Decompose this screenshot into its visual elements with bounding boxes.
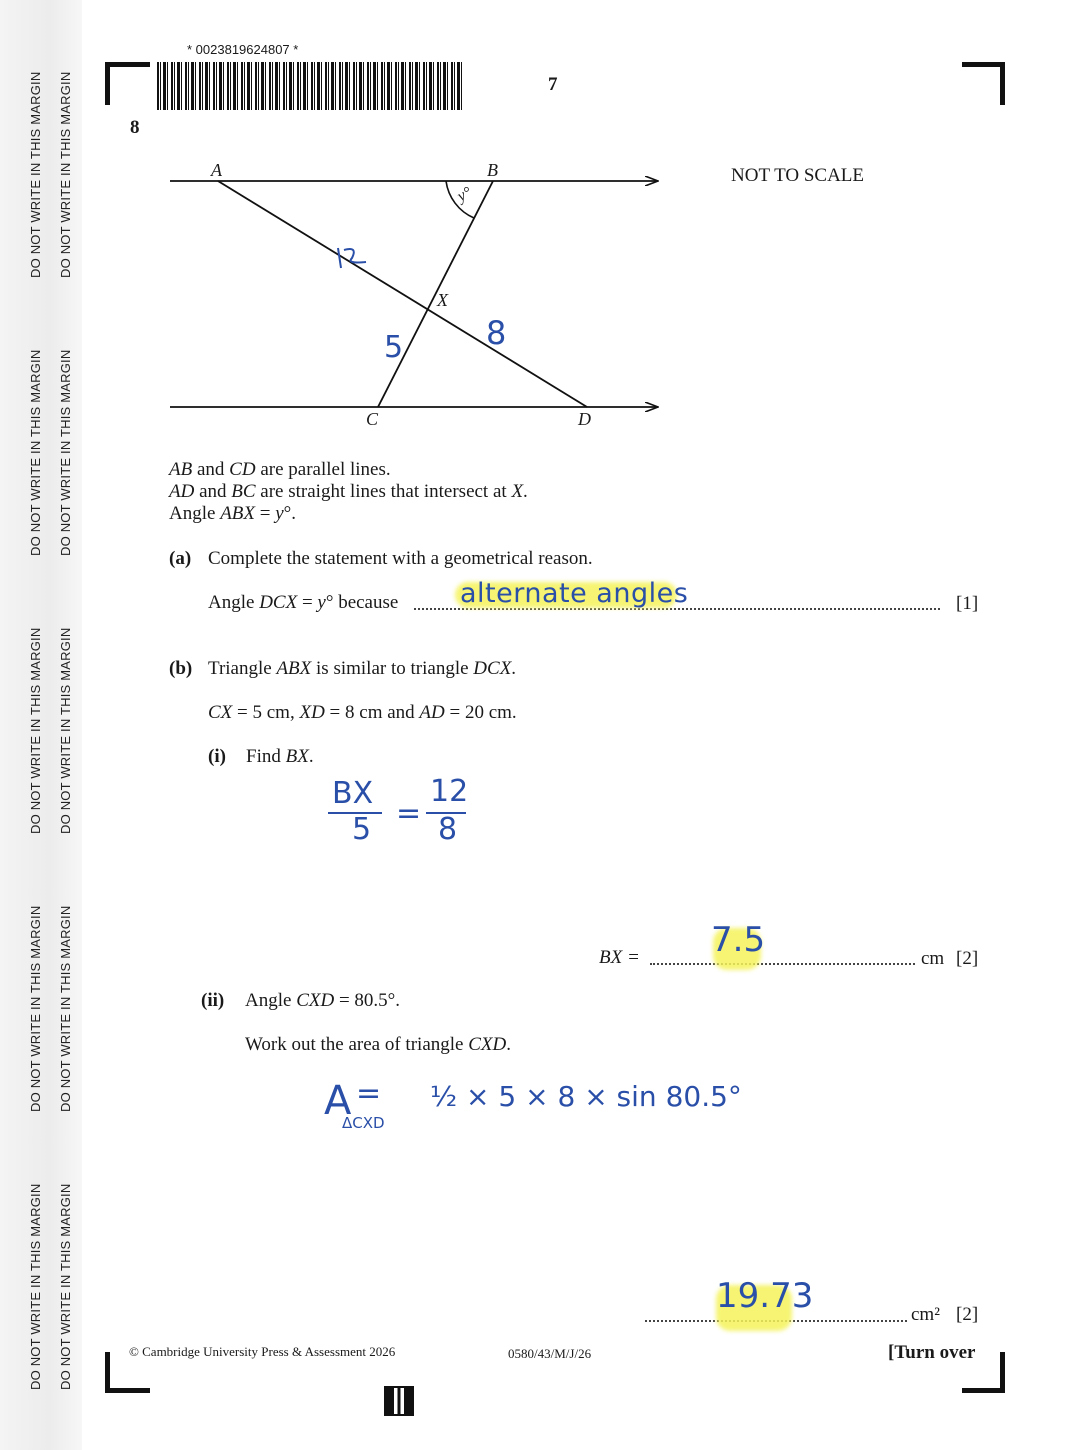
qr-code <box>386 1388 412 1414</box>
part-b-given: CX = 5 cm, XD = 8 cm and AD = 20 cm. <box>208 702 517 723</box>
part-a-label: (a) <box>169 548 192 569</box>
margin-notice: DO NOT WRITE IN THIS MARGIN <box>28 71 43 278</box>
marks-a: [1] <box>956 593 979 614</box>
working-bii-subscript: ΔCXD <box>342 1114 385 1132</box>
question-number: 8 <box>130 117 140 138</box>
marks-bi: [2] <box>956 948 979 969</box>
not-to-scale: NOT TO SCALE <box>731 165 865 186</box>
label-x: X <box>437 290 448 310</box>
working-bi-num2: 12 <box>430 774 469 809</box>
answer-bi: 7.5 <box>711 920 766 960</box>
handwritten-ax <box>334 238 362 263</box>
part-bii-text: Angle CXD = 80.5°. <box>245 990 401 1011</box>
margin-notice: DO NOT WRITE IN THIS MARGIN <box>28 905 43 1112</box>
margin-notice: DO NOT WRITE IN THIS MARGIN <box>58 71 73 278</box>
working-bi-den2: 8 <box>438 812 458 847</box>
part-bi-text: Find BX. <box>246 746 314 767</box>
working-bii-a: A <box>324 1078 352 1124</box>
label-b: B <box>487 160 498 180</box>
answer-bii: 19.73 <box>716 1276 814 1316</box>
working-bi-den1: 5 <box>352 812 372 847</box>
part-b-label: (b) <box>169 658 193 679</box>
margin-notice: DO NOT WRITE IN THIS MARGIN <box>58 349 73 556</box>
footer-copyright: © Cambridge University Press & Assessment 2026 <box>129 1344 396 1359</box>
page-number: 7 <box>548 74 558 95</box>
intro-line-1: AB and CD are parallel lines. <box>169 459 391 480</box>
line-bc <box>378 181 493 407</box>
part-bi-label: (i) <box>208 746 226 767</box>
label-c: C <box>366 409 379 429</box>
intro-line-2: AD and BC are straight lines that intersect at X. <box>169 481 528 502</box>
working-bi-num1: BX <box>332 776 374 811</box>
margin-notice: DO NOT WRITE IN THIS MARGIN <box>58 905 73 1112</box>
geometry-diagram <box>0 0 1080 460</box>
part-a-text: Complete the statement with a geometrical reason. <box>208 548 593 569</box>
margin-notice: DO NOT WRITE IN THIS MARGIN <box>58 627 73 834</box>
label-a: A <box>211 160 222 180</box>
part-b-text: Triangle ABX is similar to triangle DCX. <box>208 658 517 679</box>
part-a-statement: Angle DCX = y° because <box>208 592 399 613</box>
turn-over: [Turn over <box>888 1342 976 1363</box>
margin-notice: DO NOT WRITE IN THIS MARGIN <box>28 627 43 834</box>
margin-notice: DO NOT WRITE IN THIS MARGIN <box>28 1183 43 1390</box>
line-ad <box>218 181 587 407</box>
label-angle-y: y° <box>454 183 475 206</box>
part-bii-label: (ii) <box>201 990 225 1011</box>
working-bii-equals: = <box>356 1076 382 1111</box>
margin-notice: DO NOT WRITE IN THIS MARGIN <box>28 349 43 556</box>
intro-text <box>169 459 528 525</box>
margin-notice: DO NOT WRITE IN THIS MARGIN <box>58 1183 73 1390</box>
footer-code: 0580/43/M/J/26 <box>508 1346 592 1361</box>
answer-a: alternate angles <box>460 578 689 609</box>
unit-bii: cm² <box>911 1304 940 1325</box>
barcode-number: * 0023819624807 * <box>187 42 299 57</box>
unit-bi: cm <box>921 948 945 969</box>
intro-line-3: Angle ABX = y°. <box>169 503 297 524</box>
working-bi-equals: = <box>396 796 422 831</box>
part-bii-task: Work out the area of triangle CXD. <box>245 1034 511 1055</box>
handwritten-xd: 8 <box>486 314 507 352</box>
handwritten-cx: 5 <box>384 330 404 365</box>
answer-label-bi: BX = <box>599 947 640 968</box>
answer-line-bi[interactable] <box>650 963 915 965</box>
label-d: D <box>578 409 591 429</box>
working-bii-expression: ½ × 5 × 8 × sin 80.5° <box>430 1080 742 1113</box>
marks-bii: [2] <box>956 1304 979 1325</box>
